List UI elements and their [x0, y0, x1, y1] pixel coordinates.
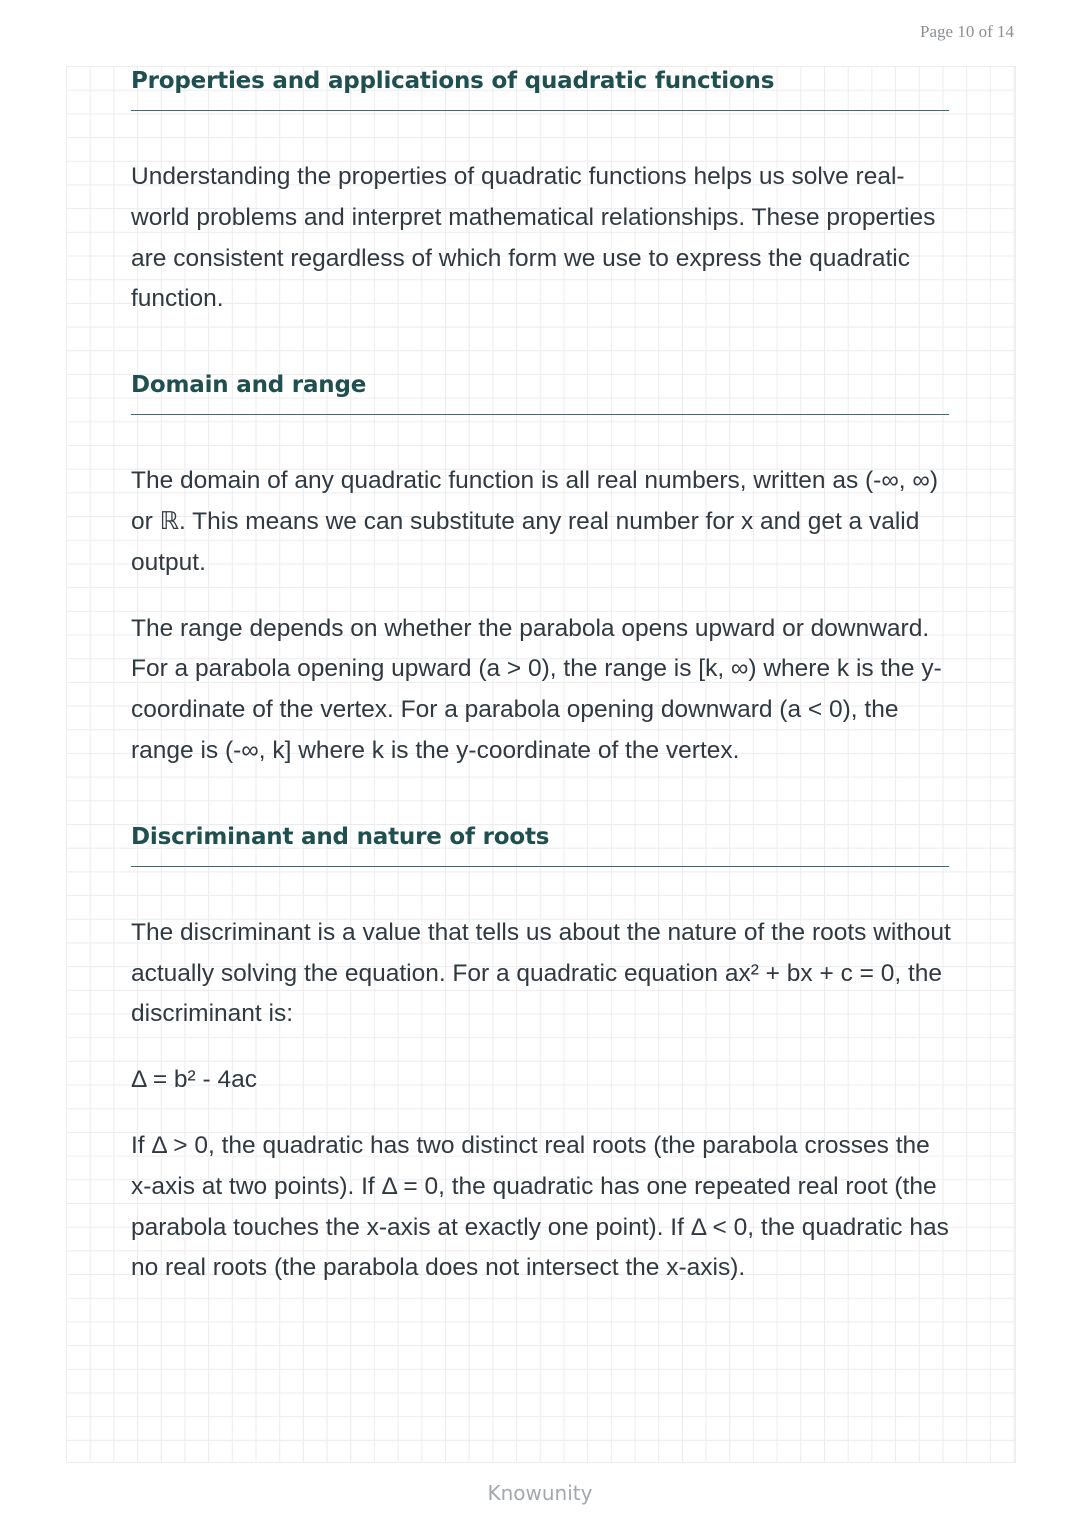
section-heading-properties: Properties and applications of quadratic functions — [131, 68, 775, 94]
paragraph-discriminant-intro: The discriminant is a value that tells us about the nature of the roots without actually solving the equation. For a quadratic equation ax² + bx + c = 0, the discriminant is: — [131, 918, 951, 1028]
section-heading-discriminant: Discriminant and nature of roots — [131, 823, 550, 850]
section-heading-domain-range: Domain and range — [131, 372, 367, 399]
heading-divider — [131, 414, 949, 415]
paragraph-properties-intro: Understanding the properties of quadratic functions helps us solve real-world problems and interpret mathematical relationships. These properties are consistent regardless of which form we use to express the quadratic function. — [131, 163, 936, 313]
paragraph-range: The range depends on whether the parabola opens upward or downward. For a parabola opening upward (a > 0), the range is [k, ∞) where k is the y-coordinate of the vertex. For a parabola opening downward (a < 0), the range is (-∞, k] where k is the y-coordinate of the vertex. — [131, 614, 942, 764]
section-properties — [131, 62, 951, 320]
footer-brand-logo: Knowunity — [487, 1481, 593, 1505]
document-content — [131, 62, 951, 1289]
page-number: Page 10 of 14 — [920, 22, 1014, 41]
section-domain-range — [131, 366, 951, 772]
paragraph-domain: The domain of any quadratic function is all real numbers, written as (-∞, ∞) or ℝ. This means we can substitute any real number for x and get a valid output. — [131, 467, 939, 576]
paragraph-discriminant-cases: If Δ > 0, the quadratic has two distinct real roots (the parabola crosses the x-axis at two points). If Δ = 0, the quadratic has one repeated real root (the parabola touches the x-axis at exactly one point). If Δ < 0, the quadratic has no real roots (the parabola does not intersect the x-axis). — [131, 1131, 949, 1282]
discriminant-formula: Δ = b² - 4ac — [131, 1066, 257, 1094]
section-discriminant — [131, 818, 951, 1289]
heading-divider — [131, 866, 949, 867]
heading-divider — [131, 110, 949, 111]
